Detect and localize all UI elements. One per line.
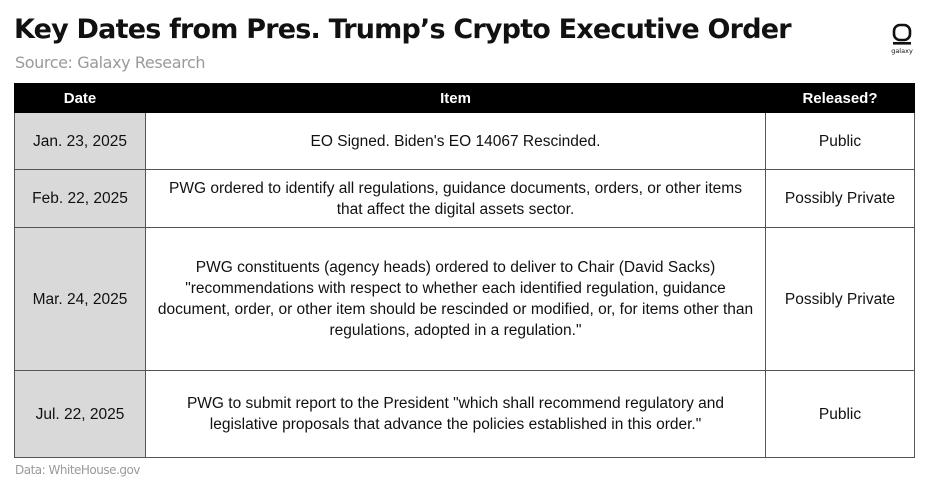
galaxy-logo [884, 22, 920, 62]
released-cell: Public [766, 371, 915, 458]
column-header-item: Item [146, 84, 766, 113]
key-dates-table [14, 83, 915, 458]
galaxy-logo-icon [891, 22, 913, 46]
date-cell: Jan. 23, 2025 [15, 113, 146, 170]
table-row [15, 371, 915, 458]
table-row [15, 170, 915, 228]
data-source-note: Data: WhiteHouse.gov [15, 463, 140, 477]
released-cell: Possibly Private [766, 228, 915, 371]
page-title: Key Dates from Pres. Trump’s Crypto Executive Order [14, 14, 791, 45]
released-cell: Possibly Private [766, 170, 915, 228]
item-cell: EO Signed. Biden's EO 14067 Rescinded. [146, 113, 766, 170]
column-header-released: Released? [766, 84, 915, 113]
date-cell: Jul. 22, 2025 [15, 371, 146, 458]
page-subtitle: Source: Galaxy Research [15, 53, 206, 72]
table-header-row [15, 84, 915, 113]
item-cell: PWG to submit report to the President "which shall recommend regulatory and legislative proposals that advance the policies established in this order." [146, 371, 766, 458]
date-cell: Feb. 22, 2025 [15, 170, 146, 228]
date-cell: Mar. 24, 2025 [15, 228, 146, 371]
column-header-date: Date [15, 84, 146, 113]
released-cell: Public [766, 113, 915, 170]
item-cell: PWG ordered to identify all regulations, guidance documents, orders, or other items that affect the digital assets sector. [146, 170, 766, 228]
item-cell: PWG constituents (agency heads) ordered to deliver to Chair (David Sacks) "recommendations with respect to whether each identified regulation, guidance document, order, or other item should be rescinded or modified, or, for items other than regulations, adopted in a regulation." [146, 228, 766, 371]
logo-wordmark: galaxy [891, 47, 913, 55]
table-row [15, 228, 915, 371]
table-row [15, 113, 915, 170]
